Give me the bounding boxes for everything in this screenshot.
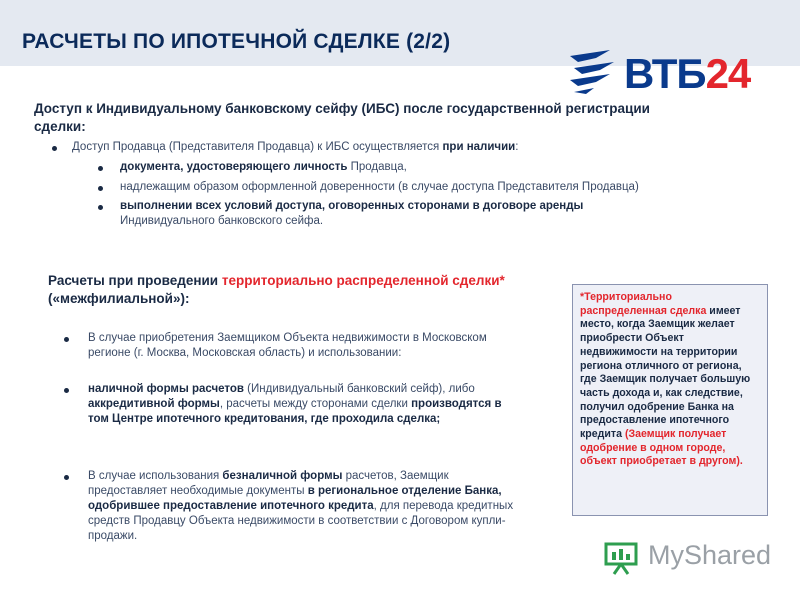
block2-item3: [88, 469, 518, 544]
bullet-dot: [98, 166, 103, 171]
block2-item2-bold3: производятся в том Центре ипотечного кредитования, где проходила сделка;: [88, 398, 502, 425]
block1-sub3: [120, 199, 700, 229]
block2-item2-text1: (Индивидуальный банковский сейф), либо: [243, 383, 475, 395]
slide-title: РАСЧЕТЫ ПО ИПОТЕЧНОЙ СДЕЛКЕ (2/2): [22, 30, 451, 53]
block2-item2-text2: , расчеты между сторонами сделки: [219, 398, 412, 410]
block2-item2-bold2: аккредитивной формы: [88, 398, 220, 410]
block1-sub2-text: надлежащим образом оформленной доверенности (в случае доступа Представителя Продавца): [120, 181, 639, 193]
block2-heading-b: («межфилиальной»):: [48, 291, 190, 306]
block1-item1-bold: при наличии: [442, 141, 516, 153]
block2-item2-bold1: наличной формы расчетов: [88, 383, 244, 395]
logo-vtb: ВТБ: [624, 50, 706, 97]
block1-sub3-bold: выполнении всех условий доступа, оговоренных сторонами в договоре аренды: [120, 200, 584, 212]
block2-item2: [88, 382, 518, 427]
block2-item3-bold2: в региональное отделение Банка, одобрившее предоставление ипотечного кредита: [88, 485, 502, 512]
block1-sub2: [120, 180, 740, 195]
vtb24-logo: [566, 44, 766, 104]
footnote-body: имеет место, когда Заемщик желает приобрести Объект недвижимости на территории региона отличного от региона, где Заемщик получает большую часть дохода и, как следствие, получил одобрение Банка на предоставление ипотечного кредита: [580, 304, 751, 441]
presentation-board-icon: [604, 540, 642, 576]
vtb-wing-icon: [566, 48, 622, 98]
bullet-dot: [64, 337, 69, 342]
logo-24: 24: [705, 50, 751, 97]
block1-item1: [72, 140, 632, 155]
footnote-lead: *Территориально распределенная сделка: [580, 291, 707, 317]
block2-item3-text1: В случае использования: [88, 470, 223, 482]
block1-sub3-text: Индивидуального банковского сейфа.: [120, 215, 324, 227]
block1-item1-tail: :: [515, 141, 519, 153]
bullet-dot: [52, 146, 57, 151]
myshared-text: MyShared: [648, 540, 772, 570]
footnote-red: (Заемщик получает одобрение в одном городе, объект приобретает в другом).: [580, 428, 743, 468]
block2-heading-a: Расчеты при проведении: [48, 273, 222, 288]
bullet-dot: [64, 388, 69, 393]
logo-text: [624, 52, 750, 96]
bullet-dot: [98, 186, 103, 191]
block1-sub1-bold: документа, удостоверяющего личность: [120, 161, 348, 173]
block2-item3-text2: расчетов, Заемщик предоставляет необходимые документы: [88, 470, 449, 497]
block2-item3-bold1: безналичной формы: [222, 470, 343, 482]
myshared-watermark: [604, 538, 774, 578]
block1-heading: Доступ к Индивидуальному банковскому сейфу (ИБС) после государственной регистрации сделки:: [34, 101, 650, 134]
block2-heading: [48, 272, 518, 308]
bullet-dot: [98, 205, 103, 210]
bullet-dot: [64, 475, 69, 480]
block1-sub1: [120, 160, 680, 175]
block1-item1-text: Доступ Продавца (Представителя Продавца) к ИБС осуществляется: [72, 141, 443, 153]
block2-heading-red: территориально распределенной сделки*: [221, 273, 505, 288]
block2-item3-text3: , для перевода кредитных средств Продавцу Объекта недвижимости в соответствии с Договором купли-продажи.: [88, 500, 514, 542]
block1-sub1-text: Продавца,: [347, 161, 407, 173]
footnote-box: [572, 284, 768, 516]
block2-item1: В случае приобретения Заемщиком Объекта недвижимости в Московском регионе (г. Москва, Московская область) и использовании:: [88, 332, 487, 359]
